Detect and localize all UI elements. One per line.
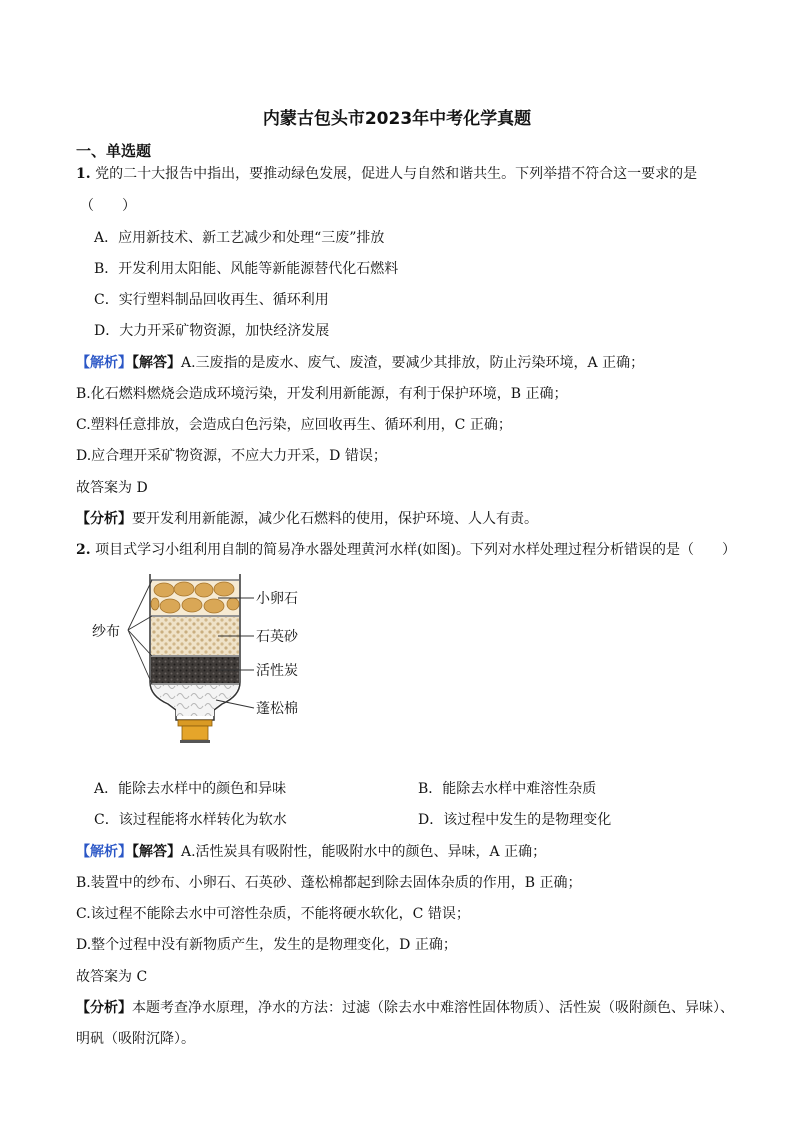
q2-answer-line: 故答案为 C <box>76 969 148 985</box>
section-heading: 一、单选题 <box>76 142 152 160</box>
q2-stem <box>76 540 736 560</box>
bottle-cap-base <box>180 740 210 743</box>
water-filter-diagram <box>92 570 312 760</box>
gauze-pointer-4 <box>128 630 152 684</box>
q2-analysis-line-4: D.整个过程中没有新物质产生，发生的是物理变化，D 正确； <box>76 937 457 953</box>
q1-analysis-text-1: A.三废指的是废水、废气、废渣，要减少其排放，防止污染环境，A 正确； <box>181 355 645 371</box>
water-filter-figure <box>92 570 312 760</box>
page-title: 内蒙古包头市2023年中考化学真题 <box>262 109 532 129</box>
q2-analysis-line-1 <box>76 842 546 862</box>
label-cotton: 蓬松棉 <box>256 701 298 717</box>
q1-stem-text: 党的二十大报告中指出，要推动绿色发展，促进人与自然和谐共生。下列举措不符合这一要求的是 <box>95 166 698 182</box>
q2-analysis-tag: 【解析】 <box>76 844 132 860</box>
gauze-pointer-3 <box>128 630 152 656</box>
q1-fenxi-tag: 【分析】 <box>76 511 132 527</box>
q2-analysis-line-2: B.装置中的纱布、小卵石、石英砂、蓬松棉都起到除去固体杂质的作用，B 正确； <box>76 875 582 891</box>
q2-number: 2. <box>76 542 91 558</box>
q2-analysis-line-3: C.该过程不能除去水中可溶性杂质，不能将硬水软化，C 错误； <box>76 906 470 922</box>
q2-fenxi-tag: 【分析】 <box>76 1000 132 1016</box>
q2-option-b: B．能除去水样中难溶性杂质 <box>418 781 597 797</box>
q2-option-d: D．该过程中发生的是物理变化 <box>418 812 612 828</box>
q1-number: 1. <box>76 166 91 182</box>
q1-fenxi-text: 要开发利用新能源，减少化石燃料的使用，保护环境、人人有责。 <box>132 511 538 527</box>
q2-answer-tag: 【解答】 <box>132 844 181 860</box>
q1-blank: （ ） <box>80 198 136 214</box>
bottle-cap <box>182 726 208 740</box>
q1-analysis-line-2: B.化石燃料燃烧会造成环境污染，开发利用新能源，有利于保护环境，B 正确； <box>76 386 568 402</box>
q1-fenxi <box>76 509 538 529</box>
q1-analysis-line-4: D.应合理开采矿物资源，不应大力开采，D 错误； <box>76 448 387 464</box>
q1-option-d: D．大力开采矿物资源，加快经济发展 <box>94 323 330 339</box>
q2-option-a: A．能除去水样中的颜色和异味 <box>94 781 287 797</box>
q1-option-c: C．实行塑料制品回收再生、循环利用 <box>94 292 329 308</box>
q2-fenxi <box>76 998 734 1018</box>
q2-analysis-text-1: A.活性炭具有吸附性，能吸附水中的颜色、异味，A 正确； <box>181 844 547 860</box>
q1-analysis-line-3: C.塑料任意排放，会造成白色污染，应回收再生、循环利用，C 正确； <box>76 417 512 433</box>
q1-option-a: A．应用新技术、新工艺减少和处理“三废”排放 <box>94 230 385 246</box>
q1-answer-line: 故答案为 D <box>76 480 148 496</box>
label-carbon: 活性炭 <box>256 663 298 679</box>
q2-option-c: C．该过程能将水样转化为软水 <box>94 812 287 828</box>
q1-answer-tag: 【解答】 <box>132 355 181 371</box>
q1-analysis-line-1 <box>76 353 644 373</box>
bottle-cap-top <box>178 720 212 726</box>
q1-stem <box>76 164 697 184</box>
q2-fenxi-text: 本题考查净水原理，净水的方法：过滤（除去水中难溶性固体物质）、活性炭（吸附颜色、异味）、 <box>132 1000 734 1016</box>
label-quartz: 石英砂 <box>256 629 298 645</box>
label-gauze: 纱布 <box>92 624 120 640</box>
cotton-layer <box>152 685 238 716</box>
q1-analysis-tag: 【解析】 <box>76 355 132 371</box>
label-pebble: 小卵石 <box>256 591 298 607</box>
q2-fenxi-line-2: 明矾（吸附沉降）。 <box>76 1031 195 1047</box>
q2-stem-text: 项目式学习小组利用自制的简易净水器处理黄河水样(如图)。下列对水样处理过程分析错误的是（ ） <box>95 542 736 558</box>
q1-option-b: B．开发利用太阳能、风能等新能源替代化石燃料 <box>94 261 399 277</box>
